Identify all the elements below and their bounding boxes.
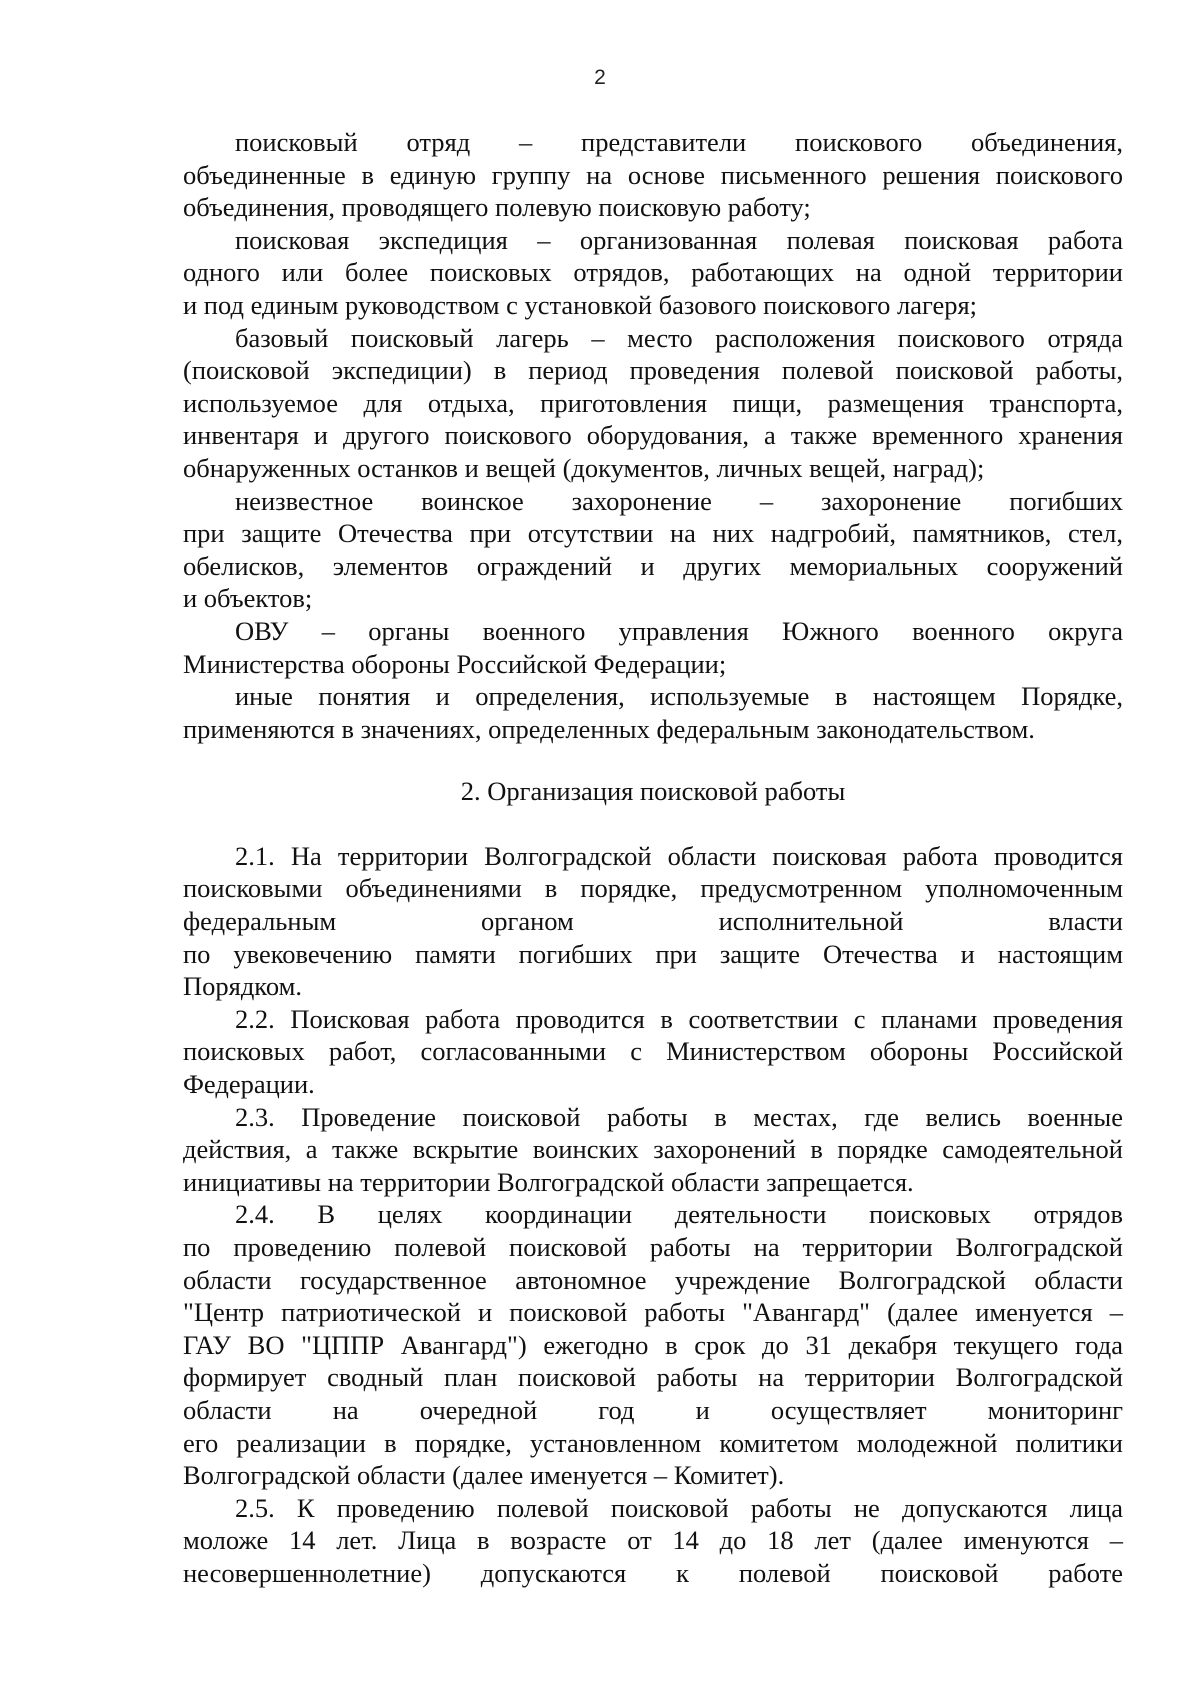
text-line: области на очередной год и осуществляет мониторинг (183, 1394, 1123, 1425)
text-line: Порядком. (183, 971, 302, 1002)
text-line: неизвестное воинское захоронение – захоронение погибших (235, 485, 1123, 516)
page-number: 2 (594, 66, 606, 89)
text-line: одного или более поисковых отрядов, работающих на одной территории (183, 257, 1123, 288)
text-line: по увековечению памяти погибших при защите Отечества и настоящим (183, 938, 1123, 969)
text-line: обнаруженных останков и вещей (документов, личных вещей, наград); (183, 452, 985, 483)
section-heading: 2. Организация поисковой работы (460, 776, 846, 807)
text-line: Министерства обороны Российской Федерации; (183, 648, 727, 679)
text-line: поисковых работ, согласованными с Министерством обороны Российской (183, 1036, 1123, 1067)
text-line: 2.1. На территории Волгоградской области поисковая работа проводится (235, 840, 1123, 871)
text-line: "Центр патриотической и поисковой работы "Авангард" (далее именуется – (183, 1297, 1123, 1328)
text-line: поисковый отряд – представители поискового объединения, (235, 127, 1123, 157)
text-line: поисковая экспедиция – организованная полевая поисковая работа (235, 224, 1123, 255)
text-line: ГАУ ВО "ЦППР Авангард") ежегодно в срок до 31 декабря текущего года (183, 1329, 1123, 1360)
text-line: его реализации в порядке, установленном комитетом молодежной политики (183, 1427, 1123, 1458)
text-line: базовый поисковый лагерь – место расположения поискового отряда (235, 322, 1123, 353)
text-line: при защите Отечества при отсутствии на них надгробий, памятников, стел, (183, 518, 1123, 549)
text-line: объединенные в единую группу на основе письменного решения поискового (183, 159, 1123, 190)
text-line: и под единым руководством с установкой базового поискового лагеря; (183, 289, 978, 320)
text-line: поисковыми объединениями в порядке, предусмотренном уполномоченным (183, 873, 1123, 904)
text-line: 2.4. В целях координации деятельности поисковых отрядов (235, 1199, 1123, 1230)
text-line: Федерации. (183, 1069, 315, 1100)
text-line: иные понятия и определения, используемые в настоящем Порядке, (235, 681, 1123, 712)
text-line: объединения, проводящего полевую поисковую работу; (183, 192, 811, 223)
text-line: и объектов; (183, 583, 313, 614)
text-line: используемое для отдыха, приготовления пищи, размещения транспорта, (183, 387, 1123, 418)
document-body (183, 126, 1123, 1590)
text-line: (поисковой экспедиции) в период проведения полевой поисковой работы, (183, 355, 1123, 386)
text-line: 2.2. Поисковая работа проводится в соответствии с планами проведения (235, 1003, 1123, 1034)
text-line: 2.5. К проведению полевой поисковой работы не допускаются лица (235, 1492, 1123, 1523)
text-line: инициативы на территории Волгоградской области запрещается. (183, 1166, 914, 1197)
text-line: моложе 14 лет. Лица в возрасте от 14 до 18 лет (далее именуются – (183, 1525, 1123, 1556)
text-line: действия, а также вскрытие воинских захоронений в порядке самодеятельной (183, 1134, 1123, 1165)
text-line: 2.3. Проведение поисковой работы в местах, где велись военные (235, 1101, 1123, 1132)
text-line: области государственное автономное учреждение Волгоградской области (183, 1264, 1123, 1295)
text-line: федеральным органом исполнительной власти (183, 906, 1123, 937)
text-line: ОВУ – органы военного управления Южного военного округа (235, 615, 1123, 646)
text-line: несовершеннолетние) допускаются к полевой поисковой работе (183, 1557, 1123, 1588)
text-line: обелисков, элементов ограждений и других мемориальных сооружений (183, 550, 1123, 581)
text-line: по проведению полевой поисковой работы на территории Волгоградской (183, 1232, 1123, 1262)
text-line: формирует сводный план поисковой работы на территории Волгоградской (183, 1362, 1123, 1393)
text-line: Волгоградской области (далее именуется – Комитет). (183, 1460, 785, 1491)
text-line: инвентаря и другого поискового оборудования, а также временного хранения (183, 420, 1123, 451)
text-line: применяются в значениях, определенных федеральным законодательством. (183, 713, 1035, 744)
